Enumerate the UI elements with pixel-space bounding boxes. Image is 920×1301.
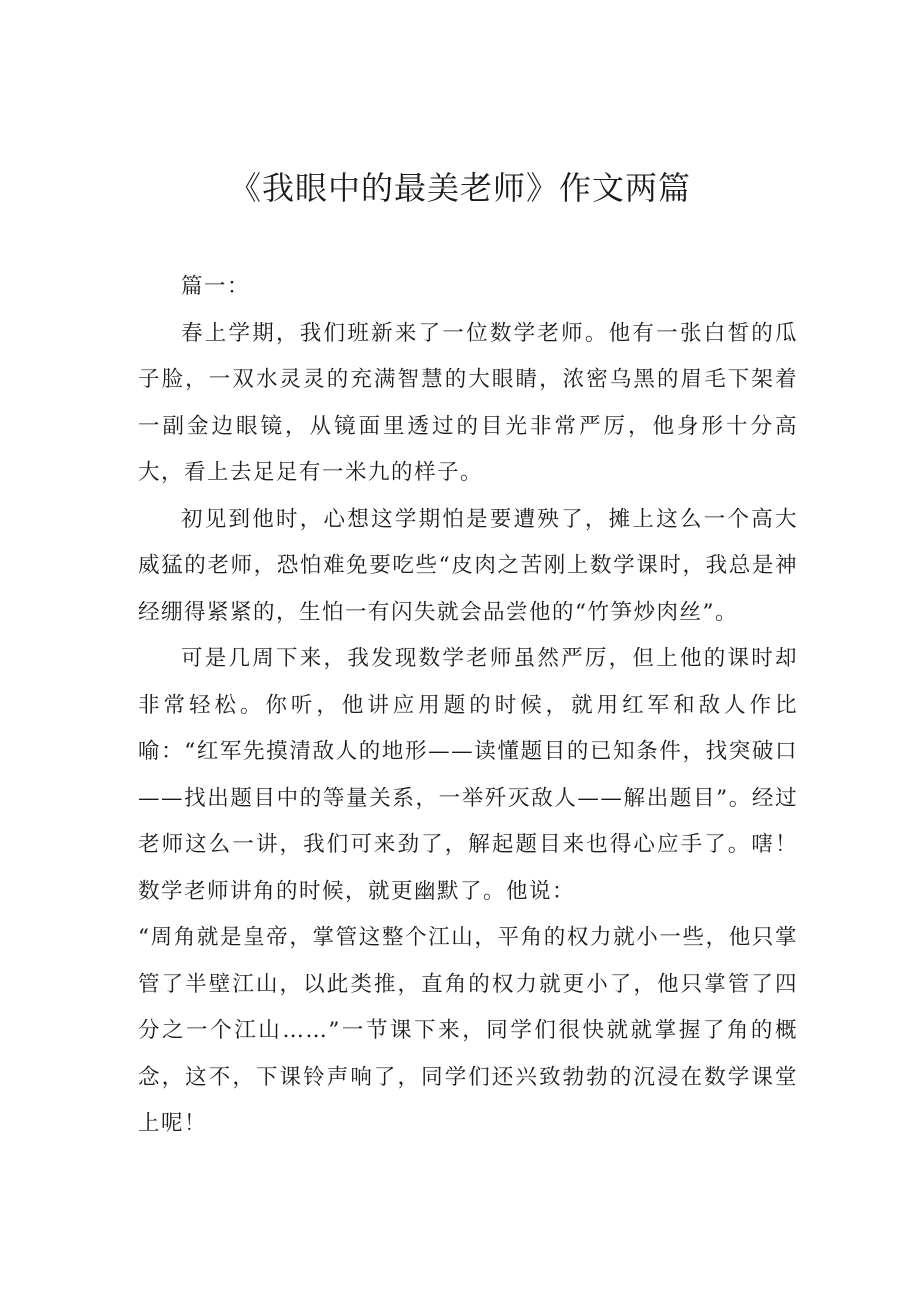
paragraph: “周角就是皇帝，掌管这整个江山，平角的权力就小一些，他只掌管了半壁江山，以此类推，直角的权力就更小了，他只掌管了四分之一个江山……”一节课下来，同学们很快就就掌握了角的概念，这不，下课铃声响了，同学们还兴致勃勃的沉浸在数学课堂上呢！: [138, 925, 798, 1136]
document-body: [138, 264, 798, 1148]
paragraph: 初见到他时，心想这学期怕是要遭殃了，摊上这么一个高大威猛的老师，恐怕难免要吃些“皮肉之苦刚上数学课时，我总是神经绷得紧紧的，生怕一有闪失就会品尝他的“竹笋炒肉丝”。: [138, 506, 798, 625]
paragraph: 春上学期，我们班新来了一位数学老师。他有一张白皙的瓜子脸，一双水灵灵的充满智慧的大眼睛，浓密乌黑的眉毛下架着一副金边眼镜，从镜面里透过的目光非常严厉，他身形十分高大，看上去足足有一米九的样子。: [138, 320, 798, 485]
document-title: 《我眼中的最美老师》作文两篇: [228, 169, 691, 207]
section-heading: 篇一：: [181, 274, 251, 299]
paragraph: 可是几周下来，我发现数学老师虽然严厉，但上他的课时却非常轻松。你听，他讲应用题的时候，就用红军和敌人作比喻：“红军先摸清敌人的地形——读懂题目的已知条件，找突破口——找出题目中的等量关系，一举歼灭敌人——解出题目”。经过老师这么一讲，我们可来劲了，解起题目来也得心应手了。嗐！数学老师讲角的时候，就更幽默了。他说：: [138, 646, 798, 904]
